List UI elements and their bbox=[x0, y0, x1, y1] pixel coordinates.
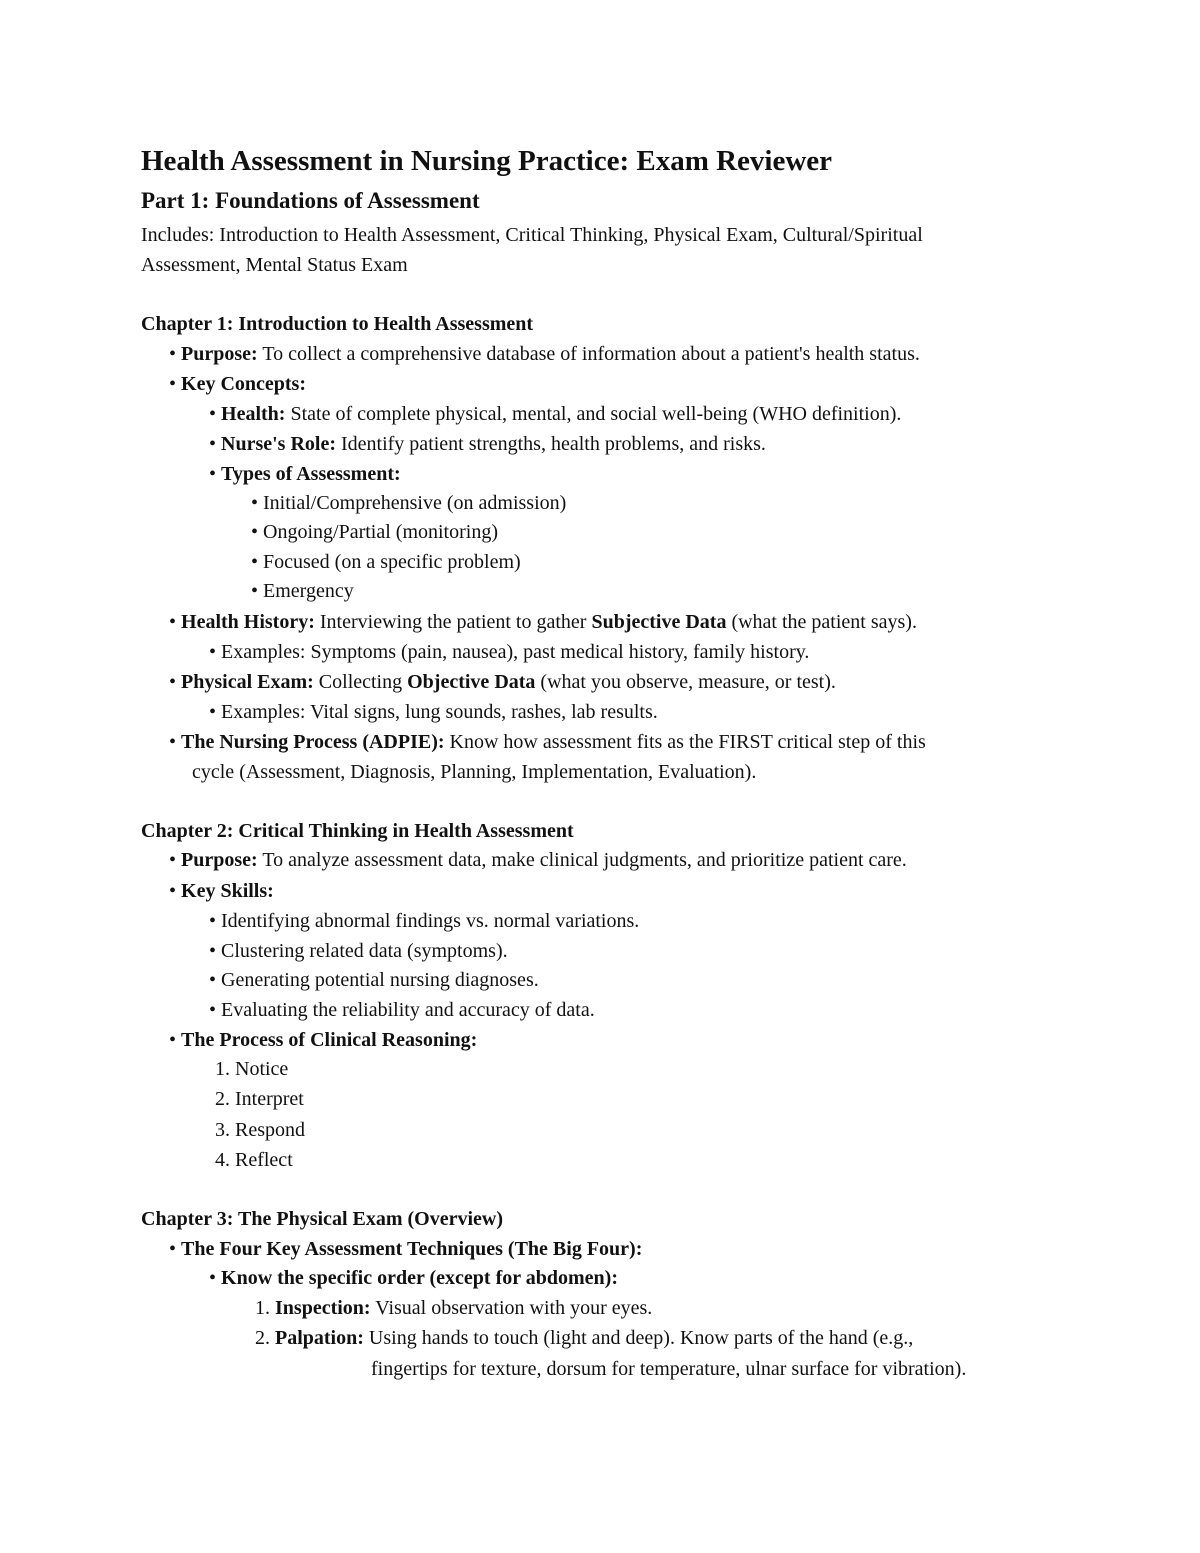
bullet: • bbox=[209, 403, 217, 425]
bullet: • bbox=[169, 343, 177, 365]
list-item bbox=[209, 996, 595, 1024]
ch3-inspection bbox=[255, 1294, 652, 1322]
ch1-exam-bold: Objective Data bbox=[407, 671, 536, 693]
ch1-exam-text-1: Collecting bbox=[313, 671, 408, 693]
includes-line-1: Includes: Introduction to Health Assessment, Critical Thinking, Physical Exam, Cultural/Spiritual bbox=[141, 224, 923, 246]
ch1-adpie-line-2: cycle (Assessment, Diagnosis, Planning, Implementation, Evaluation). bbox=[192, 761, 757, 783]
ch1-health-label: Health: bbox=[221, 403, 286, 425]
part-heading: Part 1: Foundations of Assessment bbox=[141, 188, 480, 213]
bullet: • bbox=[209, 940, 217, 962]
ch2-skills-label: Key Skills: bbox=[181, 880, 274, 902]
includes-line-2: Assessment, Mental Status Exam bbox=[141, 254, 408, 276]
ch1-history-label: Health History: bbox=[181, 611, 315, 633]
list-item bbox=[209, 937, 508, 965]
ch1-exam-text-2: (what you observe, measure, or test). bbox=[535, 671, 836, 693]
ch3-order-label: Know the specific order (except for abdomen): bbox=[221, 1267, 618, 1289]
ch3-palpation bbox=[255, 1324, 913, 1352]
ch2-purpose-label: Purpose: bbox=[181, 849, 258, 871]
bullet: • bbox=[209, 463, 217, 485]
type-item-text: Initial/Comprehensive (on admission) bbox=[263, 492, 567, 514]
inspection-label: Inspection: bbox=[275, 1297, 371, 1319]
bullet: • bbox=[169, 731, 177, 753]
bullet: • bbox=[209, 1267, 217, 1289]
ch1-key-concepts-label: Key Concepts: bbox=[181, 373, 306, 395]
ch1-key-concepts bbox=[169, 370, 306, 398]
bullet: • bbox=[169, 611, 177, 633]
bullet: • bbox=[251, 521, 259, 543]
ch1-history-text-2: (what the patient says). bbox=[726, 611, 917, 633]
ch1-adpie-label: The Nursing Process (ADPIE): bbox=[181, 731, 445, 753]
ch2-purpose bbox=[169, 846, 907, 874]
palpation-label: Palpation: bbox=[275, 1327, 364, 1349]
bullet: • bbox=[169, 373, 177, 395]
ch1-history-bold: Subjective Data bbox=[591, 611, 727, 633]
bullet: • bbox=[251, 551, 259, 573]
skill-text: Clustering related data (symptoms). bbox=[221, 940, 508, 962]
ch1-nurse-role-label: Nurse's Role: bbox=[221, 433, 336, 455]
ch1-purpose bbox=[169, 340, 920, 368]
bullet: • bbox=[209, 641, 217, 663]
palpation-text-1: Using hands to touch (light and deep). Know parts of the hand (e.g., bbox=[363, 1327, 914, 1349]
chapter-3-heading: Chapter 3: The Physical Exam (Overview) bbox=[141, 1208, 504, 1230]
ch2-purpose-text: To analyze assessment data, make clinical judgments, and prioritize patient care. bbox=[257, 849, 907, 871]
ch1-adpie bbox=[169, 728, 926, 756]
bullet: • bbox=[209, 999, 217, 1021]
type-item-text: Focused (on a specific problem) bbox=[263, 551, 521, 573]
ch1-exam-label: Physical Exam: bbox=[181, 671, 314, 693]
list-item: 1. Notice bbox=[215, 1058, 289, 1080]
ch1-types bbox=[209, 460, 401, 488]
bullet: • bbox=[209, 969, 217, 991]
ch1-physical-exam bbox=[169, 668, 836, 696]
chapter-2-heading: Chapter 2: Critical Thinking in Health Assessment bbox=[141, 820, 574, 842]
ch1-nurse-role-text: Identify patient strengths, health problems, and risks. bbox=[336, 433, 766, 455]
ch1-history-text-1: Interviewing the patient to gather bbox=[314, 611, 592, 633]
bullet: • bbox=[169, 1029, 177, 1051]
ch3-big-four bbox=[169, 1235, 642, 1263]
bullet: • bbox=[209, 701, 217, 723]
ch1-history-examples-text: Examples: Symptoms (pain, nausea), past medical history, family history. bbox=[221, 641, 810, 663]
ch2-process-label: The Process of Clinical Reasoning: bbox=[181, 1029, 478, 1051]
list-item bbox=[209, 966, 539, 994]
skill-text: Evaluating the reliability and accuracy of data. bbox=[221, 999, 595, 1021]
ch1-purpose-label: Purpose: bbox=[181, 343, 258, 365]
inspection-number: 1. bbox=[255, 1297, 275, 1319]
type-item-text: Emergency bbox=[263, 580, 354, 602]
ch1-health-history bbox=[169, 608, 917, 636]
ch2-key-skills bbox=[169, 877, 274, 905]
list-item: 2. Interpret bbox=[215, 1088, 304, 1110]
skill-text: Generating potential nursing diagnoses. bbox=[221, 969, 539, 991]
ch1-nurse-role bbox=[209, 430, 766, 458]
bullet: • bbox=[251, 492, 259, 514]
list-item bbox=[251, 489, 566, 517]
bullet: • bbox=[169, 880, 177, 902]
bullet: • bbox=[251, 580, 259, 602]
inspection-text: Visual observation with your eyes. bbox=[370, 1297, 653, 1319]
bullet: • bbox=[169, 671, 177, 693]
ch2-process bbox=[169, 1026, 477, 1054]
list-item bbox=[251, 518, 498, 546]
list-item bbox=[251, 548, 521, 576]
ch1-types-label: Types of Assessment: bbox=[221, 463, 401, 485]
list-item bbox=[251, 577, 354, 605]
ch3-big-four-label: The Four Key Assessment Techniques (The Big Four): bbox=[181, 1238, 643, 1260]
skill-text: Identifying abnormal findings vs. normal variations. bbox=[221, 910, 640, 932]
ch1-exam-examples-text: Examples: Vital signs, lung sounds, rashes, lab results. bbox=[221, 701, 658, 723]
ch1-adpie-text-1: Know how assessment fits as the FIRST critical step of this bbox=[444, 731, 926, 753]
ch1-health bbox=[209, 400, 901, 428]
list-item bbox=[209, 907, 639, 935]
bullet: • bbox=[169, 1238, 177, 1260]
bullet: • bbox=[209, 910, 217, 932]
bullet: • bbox=[169, 849, 177, 871]
type-item-text: Ongoing/Partial (monitoring) bbox=[263, 521, 498, 543]
ch1-history-examples bbox=[209, 638, 809, 666]
ch1-purpose-text: To collect a comprehensive database of information about a patient's health status. bbox=[257, 343, 920, 365]
list-item: 3. Respond bbox=[215, 1119, 305, 1141]
ch1-health-text: State of complete physical, mental, and social well-being (WHO definition). bbox=[285, 403, 902, 425]
document-title: Health Assessment in Nursing Practice: Exam Reviewer bbox=[141, 145, 833, 177]
bullet: • bbox=[209, 433, 217, 455]
ch1-exam-examples bbox=[209, 698, 658, 726]
ch3-palpation-line-2: fingertips for texture, dorsum for temperature, ulnar surface for vibration). bbox=[371, 1358, 967, 1380]
ch3-order bbox=[209, 1264, 618, 1292]
chapter-1-heading: Chapter 1: Introduction to Health Assessment bbox=[141, 313, 534, 335]
palpation-number: 2. bbox=[255, 1327, 275, 1349]
list-item: 4. Reflect bbox=[215, 1149, 293, 1171]
